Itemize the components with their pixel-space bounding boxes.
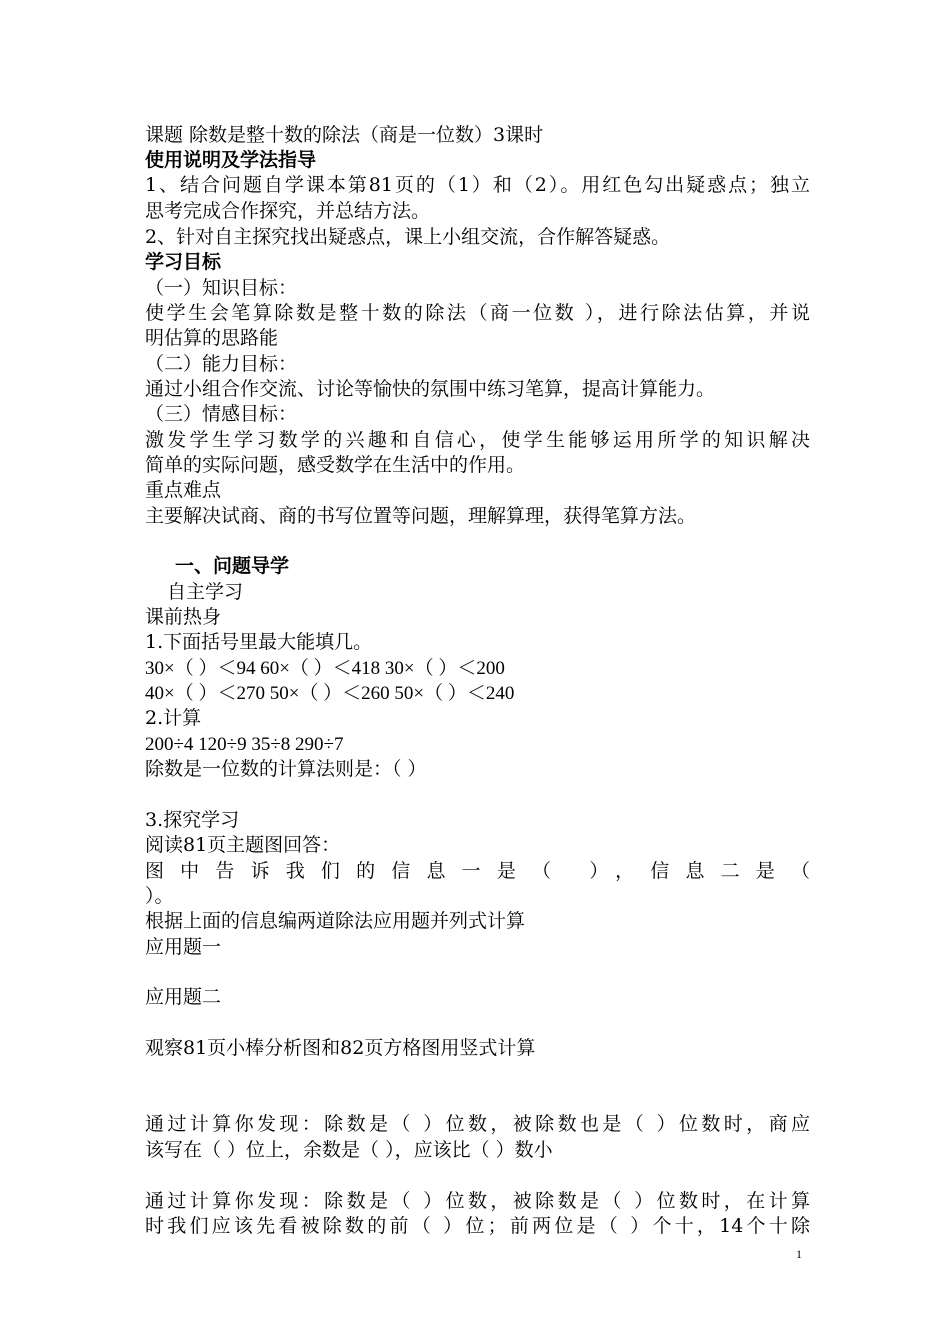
goal-emotion-heading: （三）情感目标： [145,403,298,425]
section-heading-usage: 使用说明及学法指导 [145,149,317,171]
usage-item-1: 1、结合问题自学课本第81页的（1）和（2）。用红色勾出疑惑点；独立 [145,174,810,196]
discovery-2: 通过计算你发现：除数是（ ）位数，被除数是（ ）位数时，在计算 [145,1190,810,1212]
info-prompt: 图中告诉我们的信息一是（ ），信息二是（ [145,860,810,882]
question-2-expressions: 200÷4 120÷9 35÷8 290÷7 [145,734,344,755]
division-rule-prompt: 除数是一位数的计算法则是：（ ） [145,758,427,780]
discovery-1: 通过计算你发现：除数是（ ）位数，被除数也是（ ）位数时，商应 [145,1113,810,1135]
part-one-heading: 一、问题导学 [175,555,290,577]
compose-problems-prompt: 根据上面的信息编两道除法应用题并列式计算 [145,910,526,932]
goal-knowledge-heading: （一）知识目标： [145,277,298,299]
goal-ability-text: 通过小组合作交流、讨论等愉快的氛围中练习笔算，提高计算能力。 [145,378,716,400]
question-2: 2.计算 [145,707,202,729]
observe-prompt: 观察81页小棒分析图和82页方格图用竖式计算 [145,1037,536,1059]
read-page-prompt: 阅读81页主题图回答： [145,834,341,856]
problem-two-label: 应用题二 [145,986,222,1008]
info-prompt-cont: ）。 [145,885,174,907]
goal-ability-heading: （二）能力目标： [145,353,298,375]
goal-emotion-text-cont: 简单的实际问题，感受数学在生活中的作用。 [145,454,526,476]
key-points-heading: 重点难点 [145,479,222,501]
lesson-title: 课题 除数是整十数的除法（商是一位数）3课时 [145,124,544,146]
section-heading-goals: 学习目标 [145,251,222,273]
problem-one-label: 应用题一 [145,936,222,958]
goal-knowledge-text: 使学生会笔算除数是整十数的除法（商一位数 ），进行除法估算，并说 [145,302,810,324]
usage-item-1-cont: 思考完成合作探究，并总结方法。 [145,200,431,222]
warm-up-heading: 课前热身 [145,606,222,628]
goal-knowledge-text-cont: 明估算的思路能 [145,327,279,349]
discovery-1-cont: 该写在（ ）位上，余数是（ ），应该比（ ）数小 [145,1139,553,1161]
page-number: 1 [796,1247,802,1261]
self-study-heading: 自主学习 [167,581,244,603]
question-3: 3.探究学习 [145,809,240,831]
question-1-row-2: 40×（ ）＜270 50×（ ）＜260 50×（ ）＜240 [145,683,515,704]
usage-item-2: 2、针对自主探究找出疑惑点，课上小组交流，合作解答疑惑。 [145,226,671,248]
key-points-text: 主要解决试商、商的书写位置等问题，理解算理，获得笔算方法。 [145,505,697,527]
question-1-row-1: 30×（ ）＜94 60×（ ）＜418 30×（ ）＜200 [145,658,505,679]
question-1: 1.下面括号里最大能填几。 [145,631,373,653]
discovery-2-cont: 时我们应该先看被除数的前（ ）位；前两位是（ ）个十，14个十除 [145,1215,810,1237]
goal-emotion-text: 激发学生学习数学的兴趣和自信心，使学生能够运用所学的知识解决 [145,429,810,451]
